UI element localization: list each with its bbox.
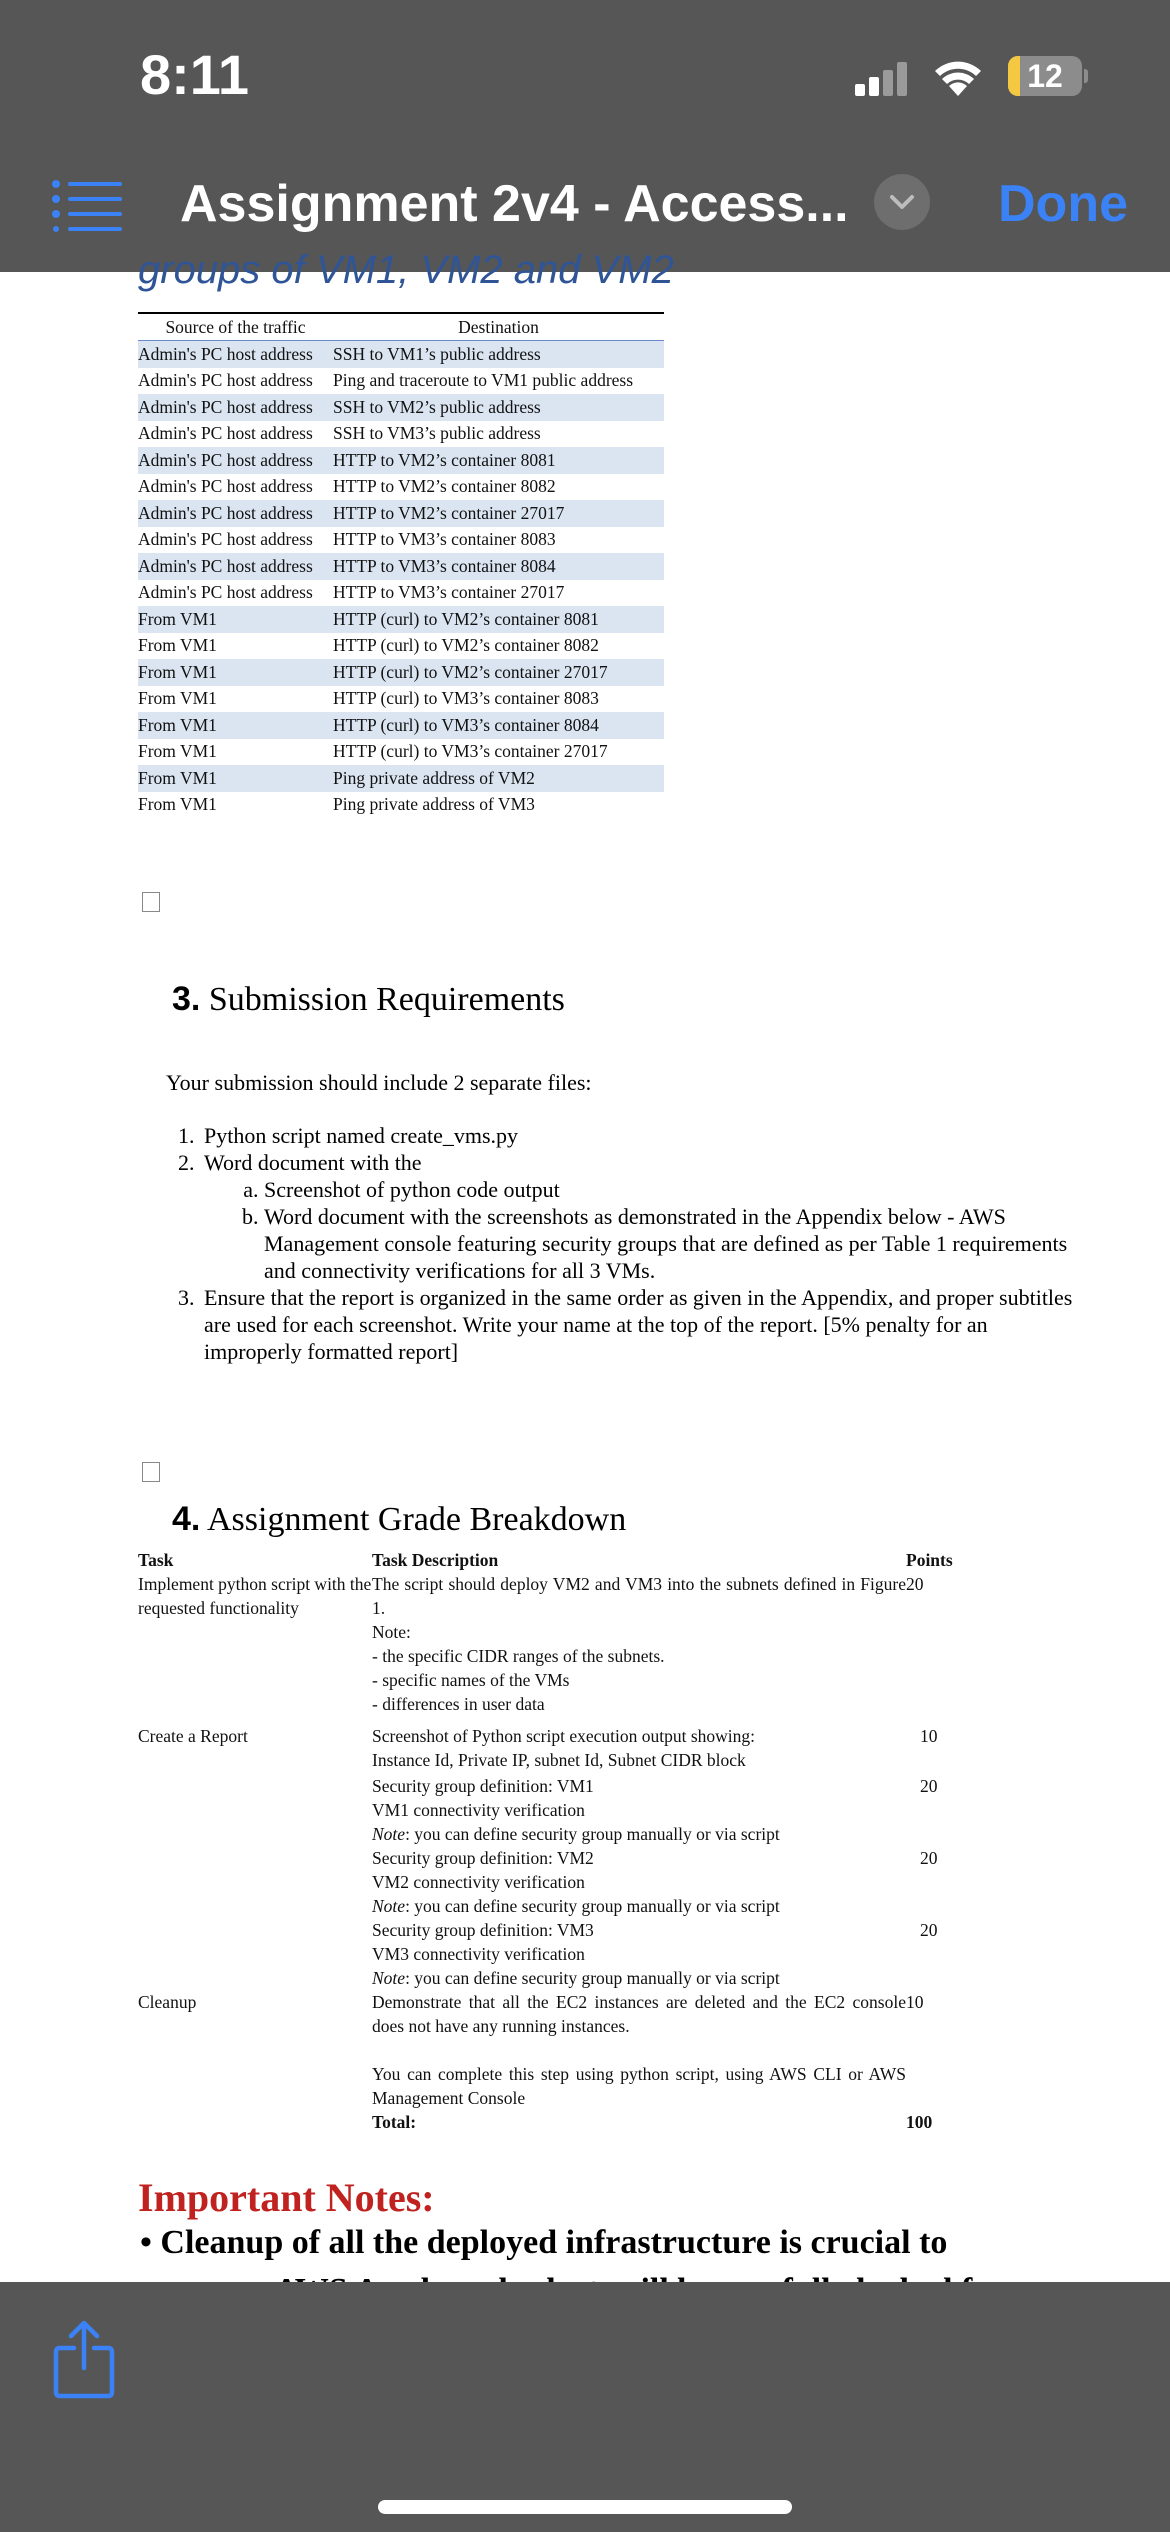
destination-cell: HTTP to VM2’s container 8082 (333, 476, 556, 497)
list-item: b. Word document with the screenshots as demonstrated in the Appendix below - AWS Management console featuring security groups that are defined as per Table 1 requirements and connectivity verifications for all 3 VMs. (264, 1203, 1080, 1284)
note-label: Note: (372, 1622, 411, 1642)
destination-cell: Ping and traceroute to VM1 public address (333, 370, 634, 391)
table-row (138, 500, 664, 527)
table-row (138, 686, 664, 713)
description-cell (372, 1716, 906, 1772)
table-total-row (138, 2110, 978, 2134)
section-4-heading (172, 1500, 626, 1539)
traffic-rules-table (138, 312, 664, 818)
points-cell: 10 (906, 1992, 924, 2012)
section-number: 3. (172, 980, 201, 1018)
source-cell: Admin's PC host address (138, 341, 333, 368)
destination-cell: HTTP (curl) to VM3’s container 8083 (333, 688, 599, 709)
description-text: Security group definition: VM3 (372, 1920, 594, 1940)
description-text: VM3 connectivity verification (372, 1944, 585, 1964)
note-line: - the specific CIDR ranges of the subnets. (372, 1646, 665, 1666)
table-row (138, 606, 664, 633)
destination-cell: HTTP (curl) to VM2’s container 8082 (333, 635, 599, 656)
table-row (138, 553, 664, 580)
table-row (138, 447, 664, 474)
list-item-text: Word document with the (204, 1150, 422, 1175)
section-title: Submission Requirements (208, 981, 565, 1018)
section-title: Assignment Grade Breakdown (206, 1501, 627, 1538)
list-item: a. Screenshot of python code output (264, 1176, 1080, 1203)
table-row (138, 712, 664, 739)
source-cell: From VM1 (138, 765, 333, 792)
destination-cell: HTTP (curl) to VM3’s container 8084 (333, 712, 664, 739)
total-value: 100 (906, 2112, 933, 2132)
status-bar (0, 0, 1170, 150)
points-cell: 20 (920, 1920, 938, 1940)
note-italic: Note (372, 1896, 406, 1916)
note-text: : you can define security group manually or via script (405, 1968, 780, 1988)
destination-cell: HTTP to VM2’s container 27017 (333, 500, 664, 527)
destination-cell: HTTP (curl) to VM2’s container 27017 (333, 659, 664, 686)
note-line (372, 1966, 906, 1990)
list-item-text: Python script named create_vms.py (204, 1123, 519, 1148)
document-page (0, 248, 1170, 2282)
source-cell: Admin's PC host address (138, 529, 313, 550)
description-text: Screenshot of Python script execution output showing: (372, 1726, 756, 1746)
description-text: You can complete this step using python script, using AWS CLI or AWS Management Console (372, 2064, 906, 2108)
table-row (138, 792, 664, 819)
table-row (138, 580, 664, 607)
note-line (372, 1894, 906, 1918)
submission-requirements-list (160, 1122, 1080, 1365)
destination-cell: HTTP (curl) to VM3’s container 27017 (333, 741, 608, 762)
points-cell: 20 (920, 1776, 938, 1796)
source-cell: Admin's PC host address (138, 500, 333, 527)
source-cell: From VM1 (138, 688, 217, 709)
table-row (138, 368, 664, 395)
note-italic: Note (372, 1824, 406, 1844)
table-row (138, 1990, 978, 2110)
table-row (138, 765, 664, 792)
destination-cell: SSH to VM2’s public address (333, 394, 664, 421)
table-row (138, 474, 664, 501)
checkbox-placeholder-icon (142, 1462, 160, 1482)
submission-intro: Your submission should include 2 separate files: (166, 1070, 592, 1095)
destination-cell: SSH to VM3’s public address (333, 423, 541, 444)
destination-cell: HTTP to VM3’s container 8084 (333, 553, 664, 580)
destination-cell: Ping private address of VM3 (333, 794, 535, 815)
section-heading-cut: groups of VM1, VM2 and VM2 (138, 248, 674, 292)
table-row (138, 1572, 978, 1716)
note-text: : you can define security group manually or via script (405, 1896, 780, 1916)
description-cell (372, 1572, 906, 1716)
source-cell: Admin's PC host address (138, 582, 313, 603)
table-header-row (138, 1548, 978, 1572)
note-line: - differences in user data (372, 1694, 545, 1714)
task-cell: Create a Report (138, 1726, 248, 1746)
column-header: Destination (333, 313, 664, 341)
points-cell: 10 (920, 1726, 938, 1746)
column-header: Points (906, 1550, 953, 1570)
points-cell: 20 (906, 1574, 924, 1594)
task-cell: Implement python script with the requested functionality (138, 1574, 372, 1618)
source-cell: From VM1 (138, 635, 217, 656)
table-row (138, 739, 664, 766)
section-3-heading (172, 980, 565, 1019)
document-title: Assignment 2v4 - Access... (180, 175, 849, 233)
note-line (372, 1822, 906, 1846)
source-cell: From VM1 (138, 712, 333, 739)
column-header: Source of the traffic (138, 313, 333, 341)
source-cell: Admin's PC host address (138, 423, 313, 444)
source-cell: From VM1 (138, 606, 333, 633)
title-dropdown-button[interactable] (874, 174, 930, 230)
important-note-bullet: • Cleanup of all the deployed infrastructure is crucial to (140, 2224, 948, 2261)
chevron-down-icon (874, 174, 930, 230)
total-label: Total: (372, 2112, 417, 2132)
description-text: Instance Id, Private IP, subnet Id, Subnet CIDR block (372, 1750, 746, 1770)
table-row (138, 1716, 978, 1772)
table-row (138, 394, 664, 421)
source-cell: From VM1 (138, 659, 333, 686)
list-item (200, 1122, 1080, 1149)
points-cell: 20 (920, 1848, 938, 1868)
destination-cell: Ping private address of VM2 (333, 765, 664, 792)
table-row (138, 421, 664, 448)
destination-cell: HTTP to VM2’s container 8081 (333, 447, 664, 474)
table-header-row (138, 313, 664, 341)
checkbox-placeholder-icon (142, 892, 160, 912)
important-notes-heading: Important Notes: (138, 2175, 435, 2220)
destination-cell: HTTP to VM3’s container 8083 (333, 529, 556, 550)
note-text: : you can define security group manually or via script (405, 1824, 780, 1844)
destination-cell: HTTP to VM3’s container 27017 (333, 582, 565, 603)
source-cell: Admin's PC host address (138, 476, 313, 497)
grade-breakdown-table (138, 1548, 978, 2134)
description-text: Security group definition: VM1 (372, 1776, 594, 1796)
note-italic: Note (372, 1968, 406, 1988)
status-time: 8:11 (140, 43, 249, 106)
description-text: Security group definition: VM2 (372, 1848, 594, 1868)
table-row (138, 1918, 978, 1990)
description-cell (372, 1772, 906, 1846)
description-text: The script should deploy VM2 and VM3 into the subnets defined in Figure 1. (372, 1574, 906, 1618)
table-row (138, 1772, 978, 1846)
description-cell (372, 1990, 906, 2110)
description-cell (372, 1918, 906, 1990)
home-indicator[interactable] (378, 2500, 792, 2514)
destination-cell: HTTP (curl) to VM2’s container 8081 (333, 606, 664, 633)
sub-list (204, 1176, 1080, 1284)
task-cell: Cleanup (138, 1992, 197, 2012)
column-header: Task Description (372, 1550, 499, 1570)
cellular-signal-icon (855, 62, 911, 96)
bottom-toolbar (0, 2282, 1170, 2532)
table-row (138, 633, 664, 660)
description-cell (372, 1846, 906, 1918)
wifi-icon (932, 56, 984, 96)
source-cell: Admin's PC host address (138, 553, 333, 580)
note-line: - specific names of the VMs (372, 1670, 570, 1690)
list-item (200, 1284, 1080, 1365)
done-button[interactable]: Done (998, 175, 1128, 233)
battery-level: 12 (1027, 58, 1063, 94)
column-header: Task (138, 1550, 174, 1570)
source-cell: From VM1 (138, 794, 217, 815)
share-icon[interactable] (52, 2320, 116, 2398)
battery-icon (1008, 56, 1088, 96)
description-text: VM2 connectivity verification (372, 1872, 585, 1892)
source-cell: Admin's PC host address (138, 370, 313, 391)
table-row (138, 659, 664, 686)
destination-cell: SSH to VM1’s public address (333, 341, 664, 368)
source-cell: From VM1 (138, 741, 217, 762)
description-text: Demonstrate that all the EC2 instances are deleted and the EC2 console does not have any running instances. (372, 1992, 906, 2036)
section-number: 4. (172, 1500, 201, 1538)
list-item (200, 1149, 1080, 1284)
source-cell: Admin's PC host address (138, 394, 333, 421)
description-text: VM1 connectivity verification (372, 1800, 585, 1820)
list-item-text: Ensure that the report is organized in the same order as given in the Appendix, and proper subtitles are used for each screenshot. Write your name at the top of the report. [5% penalty for an improperly formatted report] (204, 1285, 1073, 1364)
list-menu-icon[interactable] (52, 180, 122, 232)
source-cell: Admin's PC host address (138, 447, 333, 474)
table-row (138, 341, 664, 368)
table-row (138, 1846, 978, 1918)
table-row (138, 527, 664, 554)
